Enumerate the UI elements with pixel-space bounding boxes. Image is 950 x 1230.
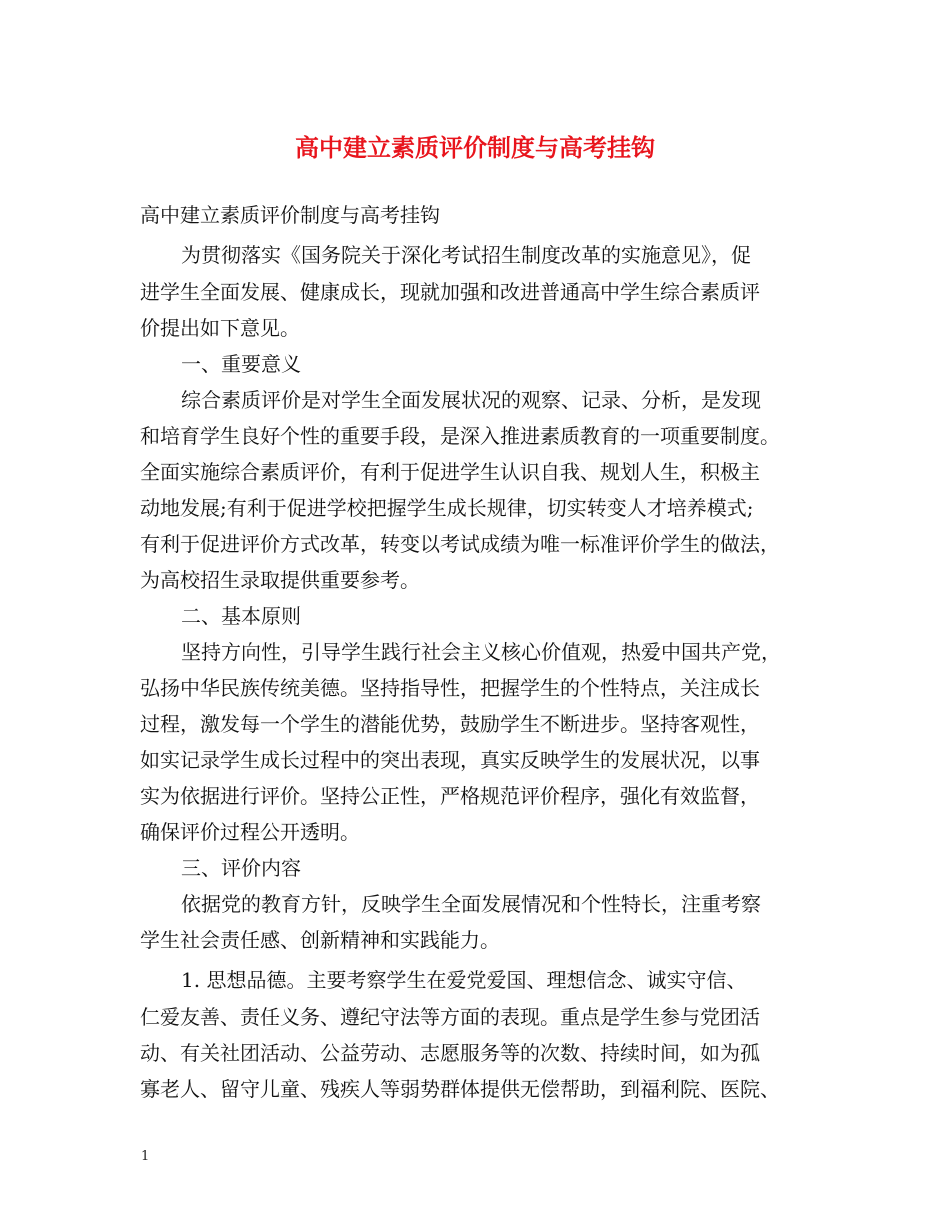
body-line: 学生社会责任感、创新精神和实践能力。 [140, 928, 500, 952]
body-line: 动地发展;有利于促进学校把握学生成长规律，切实转变人才培养模式; [140, 496, 754, 520]
body-line: 过程，激发每一个学生的潜能优势，鼓励学生不断进步。坚持客观性， [140, 712, 760, 736]
body-line: 为高校招生录取提供重要参考。 [140, 568, 420, 592]
body-line: 高中建立素质评价制度与高考挂钩 [140, 203, 440, 227]
body-line: 为贯彻落实《国务院关于深化考试招生制度改革的实施意见》，促 [181, 243, 751, 267]
body-line: 坚持方向性，引导学生践行社会主义核心价值观，热爱中国共产党， [181, 640, 781, 664]
body-line: 依据党的教育方针，反映学生全面发展情况和个性特长，注重考察 [181, 892, 761, 916]
body-line: 有利于促进评价方式改革，转变以考试成绩为唯一标准评价学生的做法， [140, 532, 780, 556]
body-line: 仁爱友善、责任义务、遵纪守法等方面的表现。重点是学生参与党团活 [140, 1005, 760, 1029]
list-item-heading: 1. 思想品德。主要考察学生在爱党爱国、理想信念、诚实守信、 [181, 968, 747, 992]
body-line: 寡老人、留守儿童、残疾人等弱势群体提供无偿帮助，到福利院、医院、 [140, 1077, 780, 1101]
body-line: 弘扬中华民族传统美德。坚持指导性，把握学生的个性特点，关注成长 [140, 676, 760, 700]
body-line: 如实记录学生成长过程中的突出表现，真实反映学生的发展状况，以事 [140, 748, 760, 772]
body-line: 实为依据进行评价。坚持公正性，严格规范评价程序，强化有效监督， [140, 784, 760, 808]
section-heading: 一、重要意义 [181, 352, 301, 376]
section-heading: 二、基本原则 [181, 604, 301, 628]
body-line: 价提出如下意见。 [140, 316, 300, 340]
section-heading: 三、评价内容 [181, 856, 301, 880]
body-line: 综合素质评价是对学生全面发展状况的观察、记录、分析，是发现 [181, 388, 761, 412]
document-title: 高中建立素质评价制度与高考挂钩 [295, 133, 655, 162]
body-line: 动、有关社团活动、公益劳动、志愿服务等的次数、持续时间，如为孤 [140, 1041, 760, 1065]
page-number: 1 [141, 1149, 150, 1164]
body-line: 全面实施综合素质评价，有利于促进学生认识自我、规划人生，积极主 [140, 460, 760, 484]
body-line: 确保评价过程公开透明。 [140, 820, 360, 844]
body-line: 进学生全面发展、健康成长，现就加强和改进普通高中学生综合素质评 [140, 280, 760, 304]
body-line: 和培育学生良好个性的重要手段，是深入推进素质教育的一项重要制度。 [140, 424, 780, 448]
